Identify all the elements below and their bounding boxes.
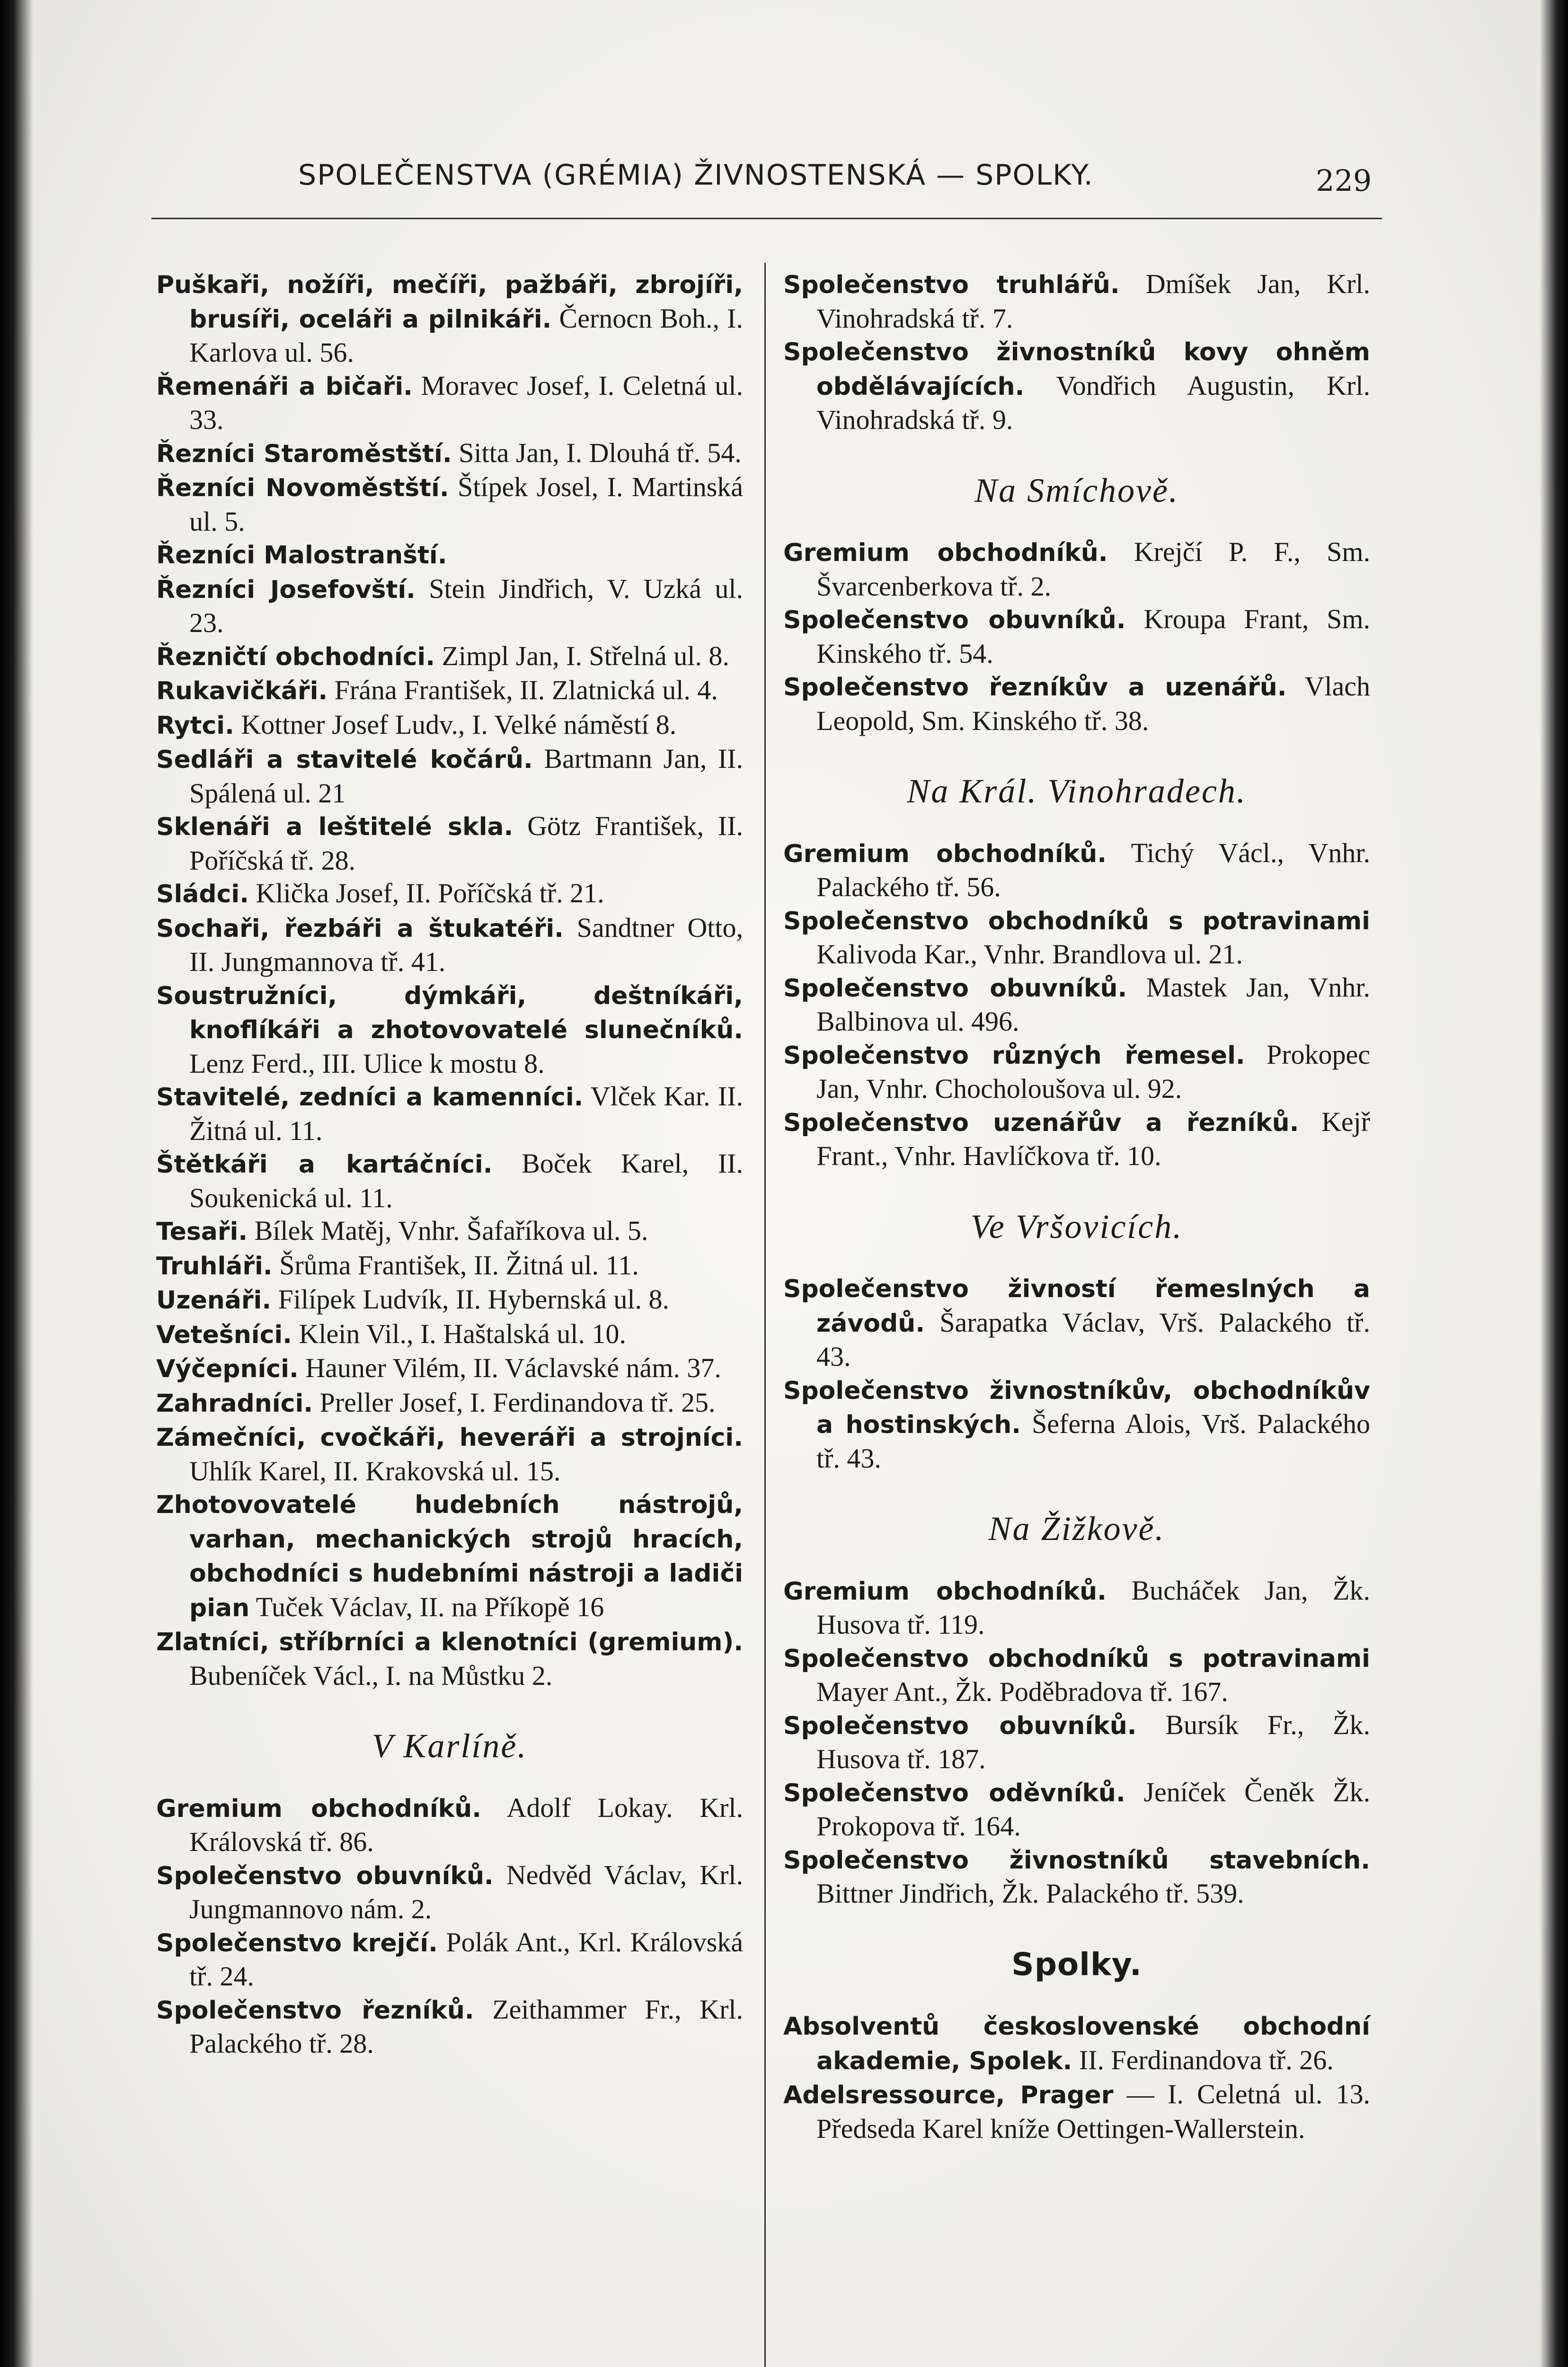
entry-detail: Štípek Josel, I. Martinská ul. 5.: [189, 472, 744, 537]
section-title-smichov: Na Smíchově.: [974, 471, 1179, 509]
entry-detail: Krejčí P. F., Sm. Švarcenberkova tř. 2.: [816, 536, 1370, 602]
entry-detail: Mayer Ant., Žk. Poděbradova tř. 167.: [816, 1676, 1228, 1707]
entry-heading: Zhotovovatelé hudebních nástrojů, varhan, mechanických strojů hracích, obchodníci s hudebními nástroji a ladiči pian: [156, 1491, 743, 1622]
entry-heading: Rytci.: [156, 711, 234, 740]
directory-entry: [156, 572, 743, 640]
entry-heading: Gremium obchodníků.: [783, 1577, 1107, 1606]
entry-detail: Klička Josef, II. Poříčská tř. 21.: [256, 878, 604, 908]
directory-entry: [156, 1386, 743, 1421]
guild-list: [156, 267, 743, 1692]
entry-detail: — I. Celetná ul. 13. Předseda Karel kníže Oettingen-Wallerstein.: [816, 2079, 1370, 2144]
directory-entry: [783, 2009, 1370, 2078]
directory-entry: [156, 640, 743, 674]
directory-entry: [156, 1926, 743, 1993]
directory-entry: [156, 877, 743, 911]
directory-entry: [783, 535, 1370, 603]
entry-detail: Vlček Kar. II. Žitná ul. 11.: [189, 1081, 743, 1146]
entry-heading: Stavitelé, zedníci a kamenníci.: [156, 1083, 584, 1112]
entry-heading: Výčepníci.: [156, 1355, 299, 1383]
directory-entry: [156, 810, 743, 877]
directory-entry: [156, 538, 743, 572]
entry-detail: Moravec Josef, I. Celetná ul. 33.: [189, 370, 744, 435]
section-title-zizkov: Na Žižkově.: [988, 1510, 1165, 1548]
entry-detail: Bílek Matěj, Vnhr. Šafaříkova ul. 5.: [254, 1215, 648, 1246]
entry-detail: Zeithammer Fr., Krl. Palackého tř. 28.: [189, 1993, 743, 2059]
entry-heading: Tesaři.: [156, 1218, 248, 1246]
entry-heading: Společenstvo obuvníků.: [783, 974, 1127, 1003]
directory-entry: [156, 267, 743, 369]
entry-heading: Gremium obchodníků.: [156, 1794, 482, 1823]
entry-heading: Společenstvo živnostníků kovy ohněm obdělávajících.: [783, 338, 1370, 401]
entry-heading: Společenstvo uzenářův a řezníků.: [783, 1108, 1299, 1137]
entry-heading: Společenstvo živnostníků stavebních.: [783, 1846, 1370, 1875]
entry-heading: Řezníci Novoměstští.: [156, 474, 449, 502]
entry-heading: Adelsressource, Prager: [783, 2081, 1114, 2109]
entry-heading: Zahradníci.: [156, 1389, 313, 1418]
entry-heading: Sklenáři a leštitelé skla.: [156, 813, 514, 841]
entry-detail: Klein Vil., I. Haštalská ul. 10.: [299, 1318, 626, 1349]
entry-heading: Společenstvo obuvníků.: [783, 1711, 1137, 1740]
entry-heading: Sládci.: [156, 880, 249, 908]
directory-entry: [156, 369, 743, 436]
directory-entry: [156, 979, 743, 1080]
entry-heading: Společenstvo obuvníků.: [156, 1861, 494, 1890]
entry-heading: Společenstvo různých řemesel.: [783, 1041, 1245, 1070]
entry-detail: Stein Jindřich, V. Uzká ul. 23.: [189, 573, 743, 638]
entry-heading: Společenstvo obuvníků.: [783, 606, 1126, 634]
left-column: [156, 267, 743, 2060]
vinohrady-list: [783, 836, 1370, 1173]
directory-entry: [783, 2078, 1370, 2145]
directory-entry: [783, 1373, 1370, 1475]
directory-entry: [156, 708, 743, 743]
directory-entry: [156, 674, 743, 708]
entry-heading: Společenstvo řezníků.: [156, 1996, 474, 2025]
section-title-vrsovice: Ve Vršovicích.: [970, 1207, 1183, 1246]
karline-continued-list: [783, 267, 1370, 436]
directory-entry: [156, 1625, 743, 1692]
spolky-list: [783, 2009, 1370, 2145]
directory-entry: [783, 603, 1370, 670]
section-title-spolky: Spolky.: [1011, 1946, 1142, 1983]
entry-heading: Zlatníci, stříbrníci a klenotníci (gremium).: [156, 1628, 743, 1656]
entry-detail: Kalivoda Kar., Vnhr. Brandlova ul. 21.: [816, 939, 1243, 970]
directory-entry: [156, 1283, 743, 1317]
entry-heading: Rukavičkáři.: [156, 677, 328, 705]
entry-detail: Tuček Václav, II. na Příkopě 16: [256, 1591, 604, 1622]
entry-detail: Kottner Josef Ludv., I. Velké náměstí 8.: [241, 709, 677, 740]
entry-detail: Filípek Ludvík, II. Hybernská ul. 8.: [278, 1284, 669, 1315]
entry-heading: Gremium obchodníků.: [783, 539, 1108, 567]
directory-entry: [783, 1776, 1370, 1843]
entry-detail: Šarapatka Václav, Vrš. Palackého tř. 43.: [816, 1307, 1371, 1372]
entry-detail: Boček Karel, II. Soukenická ul. 11.: [189, 1148, 743, 1213]
directory-entry: [156, 1249, 743, 1283]
entry-detail: Dmíšek Jan, Krl. Vinohradská tř. 7.: [816, 268, 1371, 334]
entry-detail: Preller Josef, I. Ferdinandova tř. 25.: [319, 1387, 716, 1418]
column-divider: [764, 263, 766, 2367]
entry-heading: Soustružníci, dýmkáři, deštníkáři, knoflíkáři a zhotovovatelé slunečníků.: [156, 981, 743, 1044]
header-rule: [151, 218, 1382, 219]
directory-entry: [783, 904, 1370, 971]
entry-detail: Jeníček Čeněk Žk. Prokopova tř. 164.: [816, 1776, 1370, 1842]
directory-entry: [156, 1487, 743, 1625]
directory-entry: [783, 1641, 1370, 1709]
directory-entry: [156, 911, 743, 979]
entry-heading: Truhláři.: [156, 1252, 273, 1281]
entry-detail: Kejř Frant., Vnhr. Havlíčkova tř. 10.: [816, 1106, 1371, 1171]
entry-heading: Řezničtí obchodníci.: [156, 642, 435, 671]
entry-detail: Zimpl Jan, I. Střelná ul. 8.: [442, 640, 729, 671]
entry-detail: Polák Ant., Krl. Královská tř. 24.: [189, 1926, 744, 1992]
directory-entry: [156, 1859, 743, 1926]
page-number: 229: [1316, 163, 1372, 198]
entry-heading: Společenstvo živnostníkův, obchodníkův a hostinských.: [783, 1376, 1370, 1439]
entry-detail: Prokopec Jan, Vnhr. Chocholoušova ul. 92.: [816, 1039, 1370, 1104]
directory-entry: [783, 1272, 1370, 1373]
scan-edge-right: [1540, 0, 1568, 2367]
vrsovice-list: [783, 1272, 1370, 1475]
entry-heading: Společenstvo truhlářů.: [783, 271, 1120, 299]
entry-heading: Společenstvo krejčí.: [156, 1929, 438, 1958]
entry-detail: Bursík Fr., Žk. Husova tř. 187.: [816, 1709, 1370, 1774]
entry-detail: Černocn Boh., I. Karlova ul. 56.: [189, 303, 743, 368]
entry-heading: Štětkáři a kartáčníci.: [156, 1150, 493, 1179]
directory-entry: [156, 471, 743, 538]
entry-detail: Lenz Ferd., III. Ulice k mostu 8.: [189, 1048, 545, 1079]
entry-detail: Bubeníček Václ., I. na Můstku 2.: [189, 1660, 553, 1691]
entry-heading: Zámečníci, cvočkáři, heveráři a strojníci.: [156, 1424, 743, 1452]
running-header: SPOLEČENSTVA (GRÉMIA) ŽIVNOSTENSKÁ — SPOLKY.: [298, 159, 1094, 192]
directory-entry: [783, 971, 1370, 1038]
right-column: [783, 267, 1370, 2145]
directory-entry: [783, 1574, 1370, 1641]
directory-entry: [783, 836, 1370, 904]
entry-detail: Uhlík Karel, II. Krakovská ul. 15.: [189, 1455, 561, 1486]
entry-heading: Řezníci Staroměstští.: [156, 439, 452, 468]
entry-heading: Společenstvo obchodníků s potravinami: [783, 907, 1370, 935]
zizkov-list: [783, 1574, 1370, 1910]
entry-detail: Kroupa Frant, Sm. Kinského tř. 54.: [816, 604, 1371, 669]
entry-detail: Bucháček Jan, Žk. Husova tř. 119.: [816, 1575, 1370, 1640]
directory-entry: [783, 1105, 1370, 1173]
directory-entry: [156, 1420, 743, 1487]
directory-entry: [156, 1080, 743, 1147]
entry-heading: Řemenáři a bičaři.: [156, 372, 413, 401]
entry-detail: Adolf Lokay. Krl. Královská tř. 86.: [189, 1792, 743, 1857]
section-title-karline: V Karlíně.: [372, 1727, 528, 1765]
smichov-list: [783, 535, 1370, 737]
directory-entry: [783, 267, 1370, 335]
entry-heading: Společenstvo oděvníků.: [783, 1779, 1125, 1807]
entry-heading: Společenstvo řezníkův a uzenářů.: [783, 673, 1287, 702]
entry-detail: Šrůma František, II. Žitná ul. 11.: [279, 1249, 639, 1281]
entry-heading: Sedláři a stavitelé kočárů.: [156, 746, 533, 774]
directory-entry: [156, 1317, 743, 1352]
directory-entry: [156, 1993, 743, 2060]
entry-heading: Vetešníci.: [156, 1320, 292, 1349]
entry-detail: Hauner Vilém, II. Václavské nám. 37.: [305, 1353, 721, 1383]
directory-entry: [156, 742, 743, 810]
section-title-vinohrady: Na Král. Vinohradech.: [907, 772, 1247, 810]
entry-heading: Sochaři, řezbáři a štukatéři.: [156, 914, 564, 943]
entry-detail: Sitta Jan, I. Dlouhá tř. 54.: [459, 437, 742, 468]
directory-entry: [783, 1038, 1370, 1105]
entry-heading: Společenstvo živností řemeslných a závodů.: [783, 1275, 1370, 1338]
directory-entry: [783, 670, 1370, 737]
karline-list: [156, 1791, 743, 2060]
entry-heading: Uzenáři.: [156, 1286, 272, 1315]
entry-detail: Bittner Jindřich, Žk. Palackého tř. 539.: [816, 1878, 1244, 1909]
entry-heading: Řezníci Malostranští.: [156, 541, 447, 570]
entry-detail: Bartmann Jan, II. Spálená ul. 21: [189, 743, 743, 809]
directory-entry: [156, 436, 743, 471]
directory-entry: [156, 1147, 743, 1214]
entry-detail: Frána František, II. Zlatnická ul. 4.: [334, 675, 718, 705]
directory-entry: [156, 1214, 743, 1249]
entry-heading: Puškaři, nožíři, mečíři, pažbáři, zbrojíři, brusíři, oceláři a pilnikáři.: [156, 271, 743, 334]
directory-entry: [156, 1352, 743, 1386]
entry-heading: Absolventů československé obchodní akademie, Spolek.: [783, 2012, 1370, 2075]
directory-entry: [783, 335, 1370, 436]
entry-heading: Společenstvo obchodníků s potravinami: [783, 1644, 1370, 1673]
directory-entry: [156, 1791, 743, 1859]
entry-heading: Řezníci Josefovští.: [156, 575, 416, 604]
entry-detail: Vlach Leopold, Sm. Kinského tř. 38.: [816, 671, 1371, 736]
entry-detail: Vondřich Augustin, Krl. Vinohradská tř. 9.: [816, 370, 1370, 435]
scan-edge-left: [0, 0, 33, 2367]
entry-detail: Mastek Jan, Vnhr. Balbinova ul. 496.: [816, 971, 1371, 1037]
directory-entry: [783, 1709, 1370, 1776]
entry-detail: Nedvěd Václav, Krl. Jungmannovo nám. 2.: [189, 1859, 743, 1924]
entry-detail: Götz František, II. Poříčská tř. 28.: [189, 810, 744, 876]
entry-detail: II. Ferdinandova tř. 26.: [1079, 2044, 1334, 2075]
entry-detail: Šeferna Alois, Vrš. Palackého tř. 43.: [816, 1408, 1370, 1474]
entry-detail: Sandtner Otto, II. Jungmannova tř. 41.: [189, 912, 743, 977]
directory-entry: [783, 1843, 1370, 1910]
entry-heading: Gremium obchodníků.: [783, 839, 1107, 868]
entry-detail: Tichý Václ., Vnhr. Palackého tř. 56.: [816, 837, 1370, 902]
